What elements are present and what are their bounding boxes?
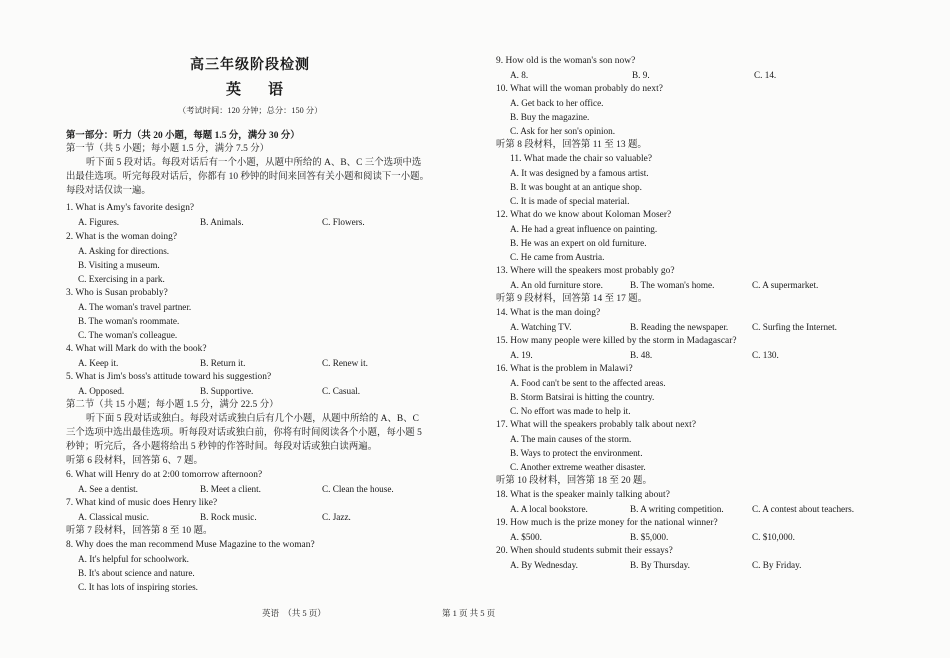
question-2: 2. What is the woman doing? bbox=[66, 232, 178, 242]
material-6: 听第 6 段材料，回答第 6、7 题。 bbox=[66, 456, 203, 466]
q19-option-a: A. $500. bbox=[510, 532, 542, 542]
q2-option-b: B. Visiting a museum. bbox=[78, 260, 160, 270]
question-18: 18. What is the speaker mainly talking about? bbox=[496, 490, 670, 500]
q17-option-c: C. Another extreme weather disaster. bbox=[510, 462, 646, 472]
question-3: 3. Who is Susan probably? bbox=[66, 288, 168, 298]
q14-option-a: A. Watching TV. bbox=[510, 322, 572, 332]
q20-option-a: A. By Wednesday. bbox=[510, 560, 578, 570]
q3-option-b: B. The woman's roommate. bbox=[78, 316, 180, 326]
material-9: 听第 9 段材料，回答第 14 至 17 题。 bbox=[496, 294, 648, 304]
q11-option-c: C. It is made of special material. bbox=[510, 196, 630, 206]
question-8: 8. Why does the man recommend Muse Magazine to the woman? bbox=[66, 540, 315, 550]
question-19: 19. How much is the prize money for the national winner? bbox=[496, 518, 718, 528]
q4-option-a: A. Keep it. bbox=[78, 358, 119, 368]
footer-right: 第 1 页 共 5 页 bbox=[442, 608, 496, 618]
question-10: 10. What will the woman probably do next? bbox=[496, 84, 663, 94]
q10-option-c: C. Ask for her son's opinion. bbox=[510, 126, 616, 136]
q20-option-c: C. By Friday. bbox=[752, 560, 802, 570]
q7-option-b: B. Rock music. bbox=[200, 512, 257, 522]
q3-option-c: C. The woman's colleague. bbox=[78, 330, 178, 340]
material-10: 听第 10 段材料，回答第 18 至 20 题。 bbox=[496, 476, 652, 486]
section2-instr-line: 秒钟；听完后，各小题将给出 5 秒钟的作答时间。每段对话或独白读两遍。 bbox=[66, 442, 378, 452]
q11-option-b: B. It was bought at an antique shop. bbox=[510, 182, 642, 192]
q20-option-b: B. By Thursday. bbox=[630, 560, 690, 570]
question-14: 14. What is the man doing? bbox=[496, 308, 601, 318]
q4-option-c: C. Renew it. bbox=[322, 358, 368, 368]
q7-option-a: A. Classical music. bbox=[78, 512, 149, 522]
q5-option-b: B. Supportive. bbox=[200, 386, 254, 396]
q1-option-c: C. Flowers. bbox=[322, 217, 365, 227]
q12-option-c: C. He came from Austria. bbox=[510, 252, 605, 262]
q10-option-b: B. Buy the magazine. bbox=[510, 112, 590, 122]
q5-option-a: A. Opposed. bbox=[78, 386, 125, 396]
q19-option-b: B. $5,000. bbox=[630, 532, 669, 542]
q15-option-c: C. 130. bbox=[752, 350, 779, 360]
q1-option-a: A. Figures. bbox=[78, 217, 120, 227]
q6-option-b: B. Meet a client. bbox=[200, 484, 261, 494]
section1-instr-line: 每段对话仅读一遍。 bbox=[66, 186, 151, 196]
q13-option-c: C. A supermarket. bbox=[752, 280, 819, 290]
section2-instr-line: 三个选项中选出最佳选项。听每段对话或独白前，你将有时间阅读各个小题，每小题 5 bbox=[66, 428, 422, 438]
question-16: 16. What is the problem in Malawi? bbox=[496, 364, 633, 374]
q16-option-c: C. No effort was made to help it. bbox=[510, 406, 631, 416]
footer-left: 英语 （共 5 页） bbox=[262, 608, 326, 618]
question-5: 5. What is Jim's boss's attitude toward his suggestion? bbox=[66, 372, 272, 382]
q7-option-c: C. Jazz. bbox=[322, 512, 351, 522]
question-1: 1. What is Amy's favorite design? bbox=[66, 203, 195, 213]
q5-option-c: C. Casual. bbox=[322, 386, 361, 396]
section1-instr-line: 听下面 5 段对话。每段对话后有一个小题，从题中所给的 A、B、C 三个选项中选 bbox=[86, 158, 422, 168]
q12-option-a: A. He had a great influence on painting. bbox=[510, 224, 658, 234]
section2-instr-line: 听下面 5 段对话或独白。每段对话或独白后有几个小题，从题中所给的 A、B、C bbox=[86, 414, 419, 424]
q2-option-c: C. Exercising in a park. bbox=[78, 274, 165, 284]
q15-option-b: B. 48. bbox=[630, 350, 653, 360]
question-15: 15. How many people were killed by the storm in Madagascar? bbox=[496, 336, 737, 346]
q10-option-a: A. Get back to her office. bbox=[510, 98, 604, 108]
q13-option-b: B. The woman's home. bbox=[630, 280, 715, 290]
section1-instr-line: 出最佳选项。听完每段对话后，你都有 10 秒钟的时间来回答有关小题和阅读下一小题。 bbox=[66, 172, 429, 182]
q2-option-a: A. Asking for directions. bbox=[78, 246, 170, 256]
section1-heading: 第一节（共 5 小题；每小题 1.5 分，满分 7.5 分） bbox=[66, 144, 270, 154]
part1-heading: 第一部分：听力（共 20 小题，每题 1.5 分，满分 30 分） bbox=[66, 131, 300, 141]
question-17: 17. What will the speakers probably talk about next? bbox=[496, 420, 697, 430]
q3-option-a: A. The woman's travel partner. bbox=[78, 302, 192, 312]
q9-option-b: B. 9. bbox=[632, 70, 650, 80]
q12-option-b: B. He was an expert on old furniture. bbox=[510, 238, 647, 248]
subject-title: 英 语 bbox=[226, 82, 290, 98]
q1-option-b: B. Animals. bbox=[200, 217, 244, 227]
question-4: 4. What will Mark do with the book? bbox=[66, 344, 207, 354]
q4-option-b: B. Return it. bbox=[200, 358, 246, 368]
question-9: 9. How old is the woman's son now? bbox=[496, 56, 636, 66]
q9-option-a: A. 8. bbox=[510, 70, 529, 80]
q13-option-a: A. An old furniture store. bbox=[510, 280, 603, 290]
q8-option-b: B. It's about science and nature. bbox=[78, 568, 195, 578]
question-12: 12. What do we know about Koloman Moser? bbox=[496, 210, 672, 220]
q18-option-c: C. A contest about teachers. bbox=[752, 504, 855, 514]
q8-option-c: C. It has lots of inspiring stories. bbox=[78, 582, 198, 592]
q17-option-a: A. The main causes of the storm. bbox=[510, 434, 632, 444]
q6-option-a: A. See a dentist. bbox=[78, 484, 138, 494]
q11-option-a: A. It was designed by a famous artist. bbox=[510, 168, 649, 178]
question-7: 7. What kind of music does Henry like? bbox=[66, 498, 218, 508]
q18-option-a: A. A local bookstore. bbox=[510, 504, 588, 514]
section2-heading: 第二节（共 15 小题；每小题 1.5 分，满分 22.5 分） bbox=[66, 400, 279, 410]
q19-option-c: C. $10,000. bbox=[752, 532, 795, 542]
q17-option-b: B. Ways to protect the environment. bbox=[510, 448, 643, 458]
q18-option-b: B. A writing competition. bbox=[630, 504, 724, 514]
material-8: 听第 8 段材料，回答第 11 至 13 题。 bbox=[496, 140, 647, 150]
q8-option-a: A. It's helpful for schoolwork. bbox=[78, 554, 189, 564]
question-6: 6. What will Henry do at 2:00 tomorrow afternoon? bbox=[66, 470, 263, 480]
exam-info: （考试时间：120 分钟；总分：150 分） bbox=[178, 106, 323, 115]
q9-option-c: C. 14. bbox=[754, 70, 777, 80]
question-11: 11. What made the chair so valuable? bbox=[510, 154, 653, 164]
question-20: 20. When should students submit their essays? bbox=[496, 546, 673, 556]
q14-option-b: B. Reading the newspaper. bbox=[630, 322, 729, 332]
question-13: 13. Where will the speakers most probably go? bbox=[496, 266, 675, 276]
q16-option-a: A. Food can't be sent to the affected areas. bbox=[510, 378, 666, 388]
q6-option-c: C. Clean the house. bbox=[322, 484, 394, 494]
exam-title: 高三年级阶段检测 bbox=[190, 58, 310, 73]
q15-option-a: A. 19. bbox=[510, 350, 533, 360]
material-7: 听第 7 段材料，回答第 8 至 10 题。 bbox=[66, 526, 213, 536]
q16-option-b: B. Storm Batsirai is hitting the country. bbox=[510, 392, 655, 402]
q14-option-c: C. Surfing the Internet. bbox=[752, 322, 837, 332]
